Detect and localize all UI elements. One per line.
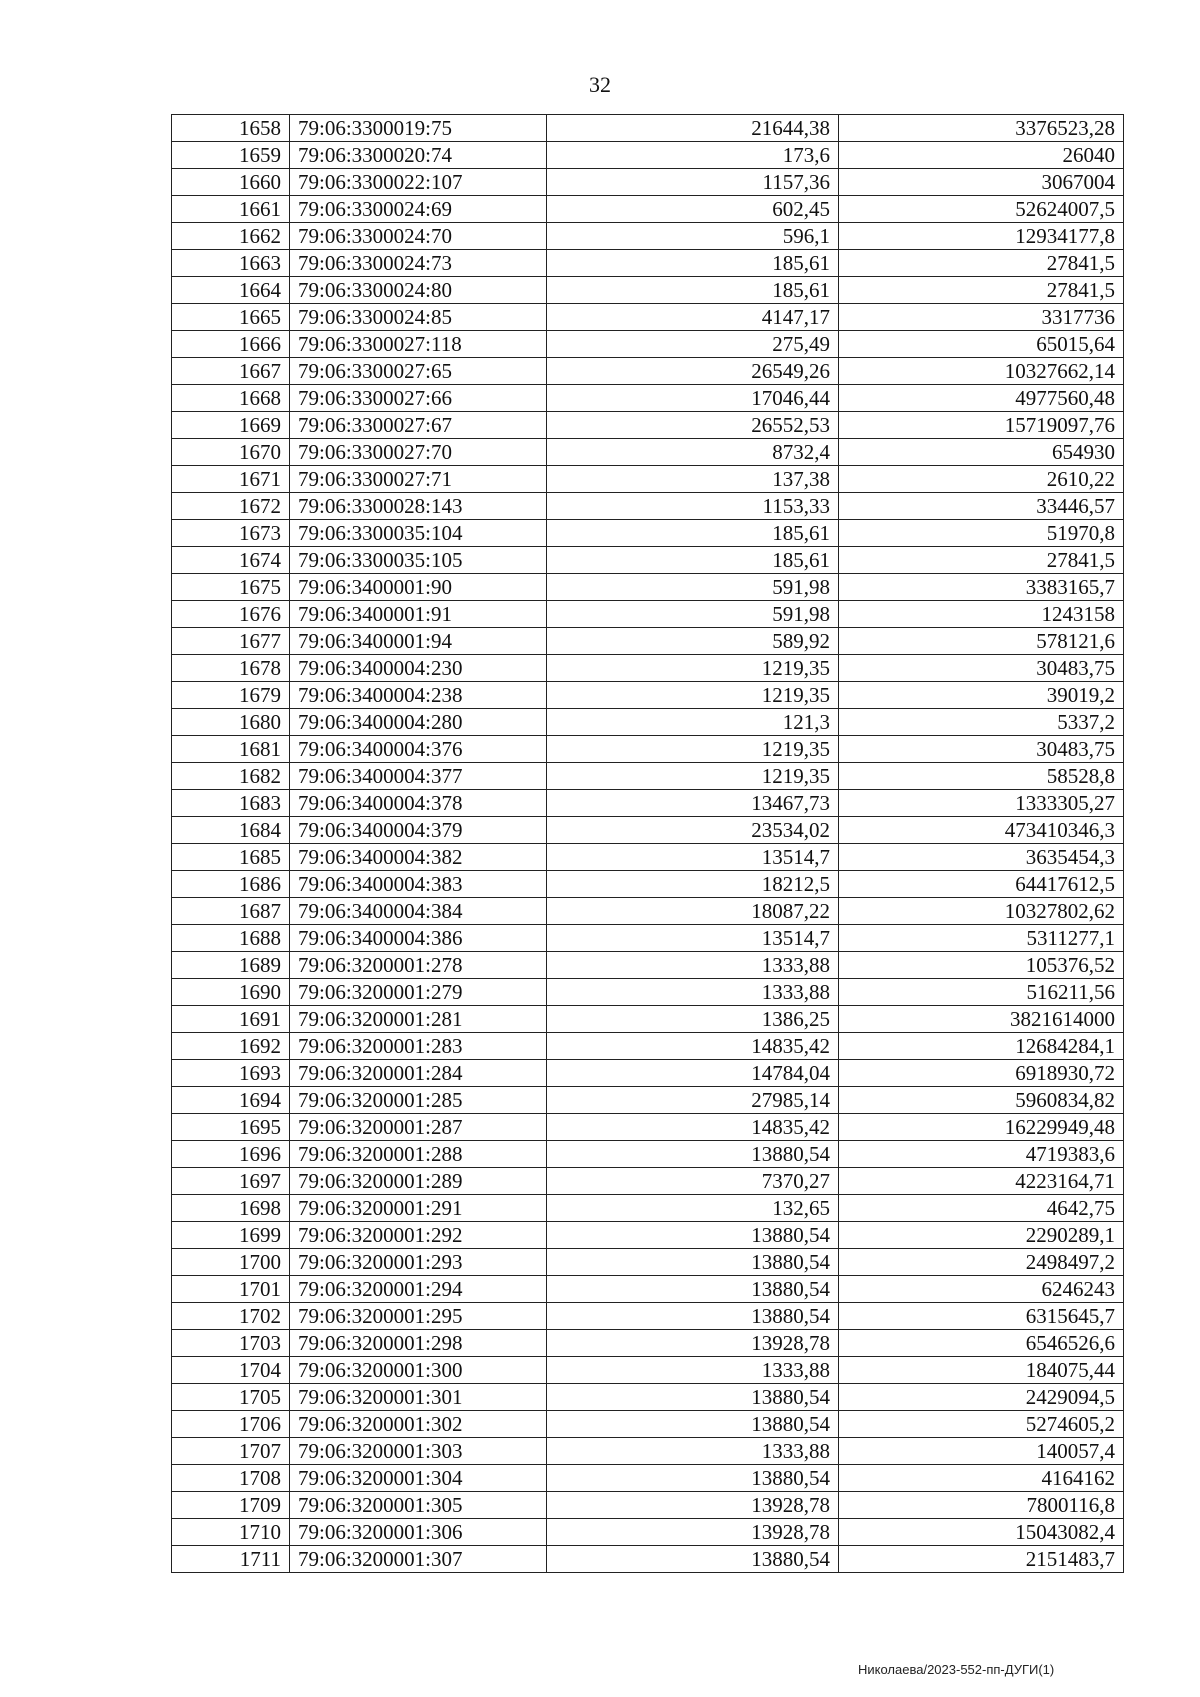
cadastral-number-cell: 79:06:3400001:91 xyxy=(290,601,547,628)
value-cell: 12934177,8 xyxy=(839,223,1124,250)
value-cell: 4223164,71 xyxy=(839,1168,1124,1195)
row-number-cell: 1704 xyxy=(172,1357,290,1384)
table-row xyxy=(172,1411,1124,1438)
row-number-cell: 1707 xyxy=(172,1438,290,1465)
table-row xyxy=(172,1438,1124,1465)
row-number-cell: 1694 xyxy=(172,1087,290,1114)
row-number-cell: 1709 xyxy=(172,1492,290,1519)
area-cell: 27985,14 xyxy=(547,1087,839,1114)
value-cell: 7800116,8 xyxy=(839,1492,1124,1519)
area-cell: 185,61 xyxy=(547,547,839,574)
table-row xyxy=(172,952,1124,979)
row-number-cell: 1670 xyxy=(172,439,290,466)
area-cell: 1333,88 xyxy=(547,979,839,1006)
value-cell: 30483,75 xyxy=(839,736,1124,763)
table-row xyxy=(172,817,1124,844)
row-number-cell: 1693 xyxy=(172,1060,290,1087)
value-cell: 12684284,1 xyxy=(839,1033,1124,1060)
table-row xyxy=(172,1060,1124,1087)
row-number-cell: 1680 xyxy=(172,709,290,736)
area-cell: 14784,04 xyxy=(547,1060,839,1087)
area-cell: 1219,35 xyxy=(547,763,839,790)
table-row xyxy=(172,601,1124,628)
value-cell: 15719097,76 xyxy=(839,412,1124,439)
row-number-cell: 1676 xyxy=(172,601,290,628)
cadastral-number-cell: 79:06:3200001:300 xyxy=(290,1357,547,1384)
area-cell: 13928,78 xyxy=(547,1330,839,1357)
cadastral-number-cell: 79:06:3200001:292 xyxy=(290,1222,547,1249)
table-row xyxy=(172,250,1124,277)
table-row xyxy=(172,1303,1124,1330)
value-cell: 39019,2 xyxy=(839,682,1124,709)
area-cell: 185,61 xyxy=(547,520,839,547)
row-number-cell: 1665 xyxy=(172,304,290,331)
row-number-cell: 1671 xyxy=(172,466,290,493)
row-number-cell: 1687 xyxy=(172,898,290,925)
area-cell: 13880,54 xyxy=(547,1411,839,1438)
row-number-cell: 1700 xyxy=(172,1249,290,1276)
row-number-cell: 1679 xyxy=(172,682,290,709)
table-row xyxy=(172,979,1124,1006)
cadastral-number-cell: 79:06:3400001:90 xyxy=(290,574,547,601)
area-cell: 13880,54 xyxy=(547,1384,839,1411)
value-cell: 5337,2 xyxy=(839,709,1124,736)
table-row xyxy=(172,466,1124,493)
cadastral-number-cell: 79:06:3200001:289 xyxy=(290,1168,547,1195)
cadastral-number-cell: 79:06:3300027:70 xyxy=(290,439,547,466)
row-number-cell: 1703 xyxy=(172,1330,290,1357)
area-cell: 26549,26 xyxy=(547,358,839,385)
row-number-cell: 1706 xyxy=(172,1411,290,1438)
value-cell: 4719383,6 xyxy=(839,1141,1124,1168)
row-number-cell: 1692 xyxy=(172,1033,290,1060)
area-cell: 132,65 xyxy=(547,1195,839,1222)
row-number-cell: 1697 xyxy=(172,1168,290,1195)
cadastral-number-cell: 79:06:3300024:69 xyxy=(290,196,547,223)
row-number-cell: 1686 xyxy=(172,871,290,898)
table-row xyxy=(172,871,1124,898)
value-cell: 3635454,3 xyxy=(839,844,1124,871)
row-number-cell: 1701 xyxy=(172,1276,290,1303)
value-cell: 51970,8 xyxy=(839,520,1124,547)
value-cell: 6918930,72 xyxy=(839,1060,1124,1087)
row-number-cell: 1661 xyxy=(172,196,290,223)
cadastral-number-cell: 79:06:3200001:298 xyxy=(290,1330,547,1357)
row-number-cell: 1660 xyxy=(172,169,290,196)
cadastral-number-cell: 79:06:3200001:278 xyxy=(290,952,547,979)
table-row xyxy=(172,1519,1124,1546)
table-row xyxy=(172,1141,1124,1168)
table-row xyxy=(172,1033,1124,1060)
table-row xyxy=(172,385,1124,412)
table-row xyxy=(172,196,1124,223)
area-cell: 13880,54 xyxy=(547,1465,839,1492)
value-cell: 5274605,2 xyxy=(839,1411,1124,1438)
cadastral-number-cell: 79:06:3200001:306 xyxy=(290,1519,547,1546)
cadastral-number-cell: 79:06:3400004:377 xyxy=(290,763,547,790)
table-row xyxy=(172,439,1124,466)
value-cell: 27841,5 xyxy=(839,277,1124,304)
cadastral-number-cell: 79:06:3400004:383 xyxy=(290,871,547,898)
table-row xyxy=(172,1114,1124,1141)
area-cell: 14835,42 xyxy=(547,1114,839,1141)
area-cell: 13928,78 xyxy=(547,1492,839,1519)
page-number: 32 xyxy=(589,72,611,97)
table-row xyxy=(172,682,1124,709)
table-row xyxy=(172,1546,1124,1573)
value-cell: 5311277,1 xyxy=(839,925,1124,952)
table-row xyxy=(172,547,1124,574)
row-number-cell: 1674 xyxy=(172,547,290,574)
row-number-cell: 1666 xyxy=(172,331,290,358)
table-row xyxy=(172,925,1124,952)
cadastral-number-cell: 79:06:3300024:70 xyxy=(290,223,547,250)
cadastral-number-cell: 79:06:3300022:107 xyxy=(290,169,547,196)
row-number-cell: 1696 xyxy=(172,1141,290,1168)
area-cell: 17046,44 xyxy=(547,385,839,412)
table-row xyxy=(172,1249,1124,1276)
registry-table xyxy=(171,114,1124,1573)
value-cell: 16229949,48 xyxy=(839,1114,1124,1141)
row-number-cell: 1677 xyxy=(172,628,290,655)
value-cell: 65015,64 xyxy=(839,331,1124,358)
value-cell: 578121,6 xyxy=(839,628,1124,655)
row-number-cell: 1681 xyxy=(172,736,290,763)
table-row xyxy=(172,1087,1124,1114)
table-row xyxy=(172,412,1124,439)
cadastral-number-cell: 79:06:3300027:65 xyxy=(290,358,547,385)
table-row xyxy=(172,574,1124,601)
row-number-cell: 1710 xyxy=(172,1519,290,1546)
cadastral-number-cell: 79:06:3400001:94 xyxy=(290,628,547,655)
table-row xyxy=(172,169,1124,196)
value-cell: 2498497,2 xyxy=(839,1249,1124,1276)
area-cell: 1333,88 xyxy=(547,952,839,979)
cadastral-number-cell: 79:06:3300024:80 xyxy=(290,277,547,304)
value-cell: 58528,8 xyxy=(839,763,1124,790)
area-cell: 1386,25 xyxy=(547,1006,839,1033)
cadastral-number-cell: 79:06:3300027:67 xyxy=(290,412,547,439)
row-number-cell: 1668 xyxy=(172,385,290,412)
table-row xyxy=(172,1384,1124,1411)
table-row xyxy=(172,1168,1124,1195)
value-cell: 64417612,5 xyxy=(839,871,1124,898)
table-row xyxy=(172,898,1124,925)
table-row xyxy=(172,790,1124,817)
value-cell: 52624007,5 xyxy=(839,196,1124,223)
area-cell: 1219,35 xyxy=(547,655,839,682)
value-cell: 3317736 xyxy=(839,304,1124,331)
value-cell: 6246243 xyxy=(839,1276,1124,1303)
area-cell: 13880,54 xyxy=(547,1222,839,1249)
area-cell: 13928,78 xyxy=(547,1519,839,1546)
row-number-cell: 1698 xyxy=(172,1195,290,1222)
table-row xyxy=(172,1276,1124,1303)
row-number-cell: 1708 xyxy=(172,1465,290,1492)
cadastral-number-cell: 79:06:3200001:293 xyxy=(290,1249,547,1276)
value-cell: 5960834,82 xyxy=(839,1087,1124,1114)
table-row xyxy=(172,358,1124,385)
value-cell: 184075,44 xyxy=(839,1357,1124,1384)
table-row xyxy=(172,304,1124,331)
row-number-cell: 1695 xyxy=(172,1114,290,1141)
row-number-cell: 1702 xyxy=(172,1303,290,1330)
cadastral-number-cell: 79:06:3300027:118 xyxy=(290,331,547,358)
value-cell: 4977560,48 xyxy=(839,385,1124,412)
table-row xyxy=(172,1357,1124,1384)
value-cell: 1243158 xyxy=(839,601,1124,628)
value-cell: 473410346,3 xyxy=(839,817,1124,844)
table-row xyxy=(172,277,1124,304)
value-cell: 1333305,27 xyxy=(839,790,1124,817)
table-row xyxy=(172,142,1124,169)
row-number-cell: 1672 xyxy=(172,493,290,520)
row-number-cell: 1685 xyxy=(172,844,290,871)
row-number-cell: 1667 xyxy=(172,358,290,385)
table-row xyxy=(172,628,1124,655)
cadastral-number-cell: 79:06:3400004:230 xyxy=(290,655,547,682)
area-cell: 4147,17 xyxy=(547,304,839,331)
area-cell: 1333,88 xyxy=(547,1438,839,1465)
cadastral-number-cell: 79:06:3200001:291 xyxy=(290,1195,547,1222)
area-cell: 591,98 xyxy=(547,601,839,628)
table-row xyxy=(172,520,1124,547)
cadastral-number-cell: 79:06:3300035:105 xyxy=(290,547,547,574)
area-cell: 23534,02 xyxy=(547,817,839,844)
area-cell: 18087,22 xyxy=(547,898,839,925)
value-cell: 2429094,5 xyxy=(839,1384,1124,1411)
area-cell: 589,92 xyxy=(547,628,839,655)
value-cell: 3376523,28 xyxy=(839,115,1124,142)
area-cell: 591,98 xyxy=(547,574,839,601)
area-cell: 173,6 xyxy=(547,142,839,169)
cadastral-number-cell: 79:06:3200001:302 xyxy=(290,1411,547,1438)
row-number-cell: 1664 xyxy=(172,277,290,304)
table-row xyxy=(172,223,1124,250)
table-row xyxy=(172,493,1124,520)
value-cell: 26040 xyxy=(839,142,1124,169)
cadastral-number-cell: 79:06:3300024:73 xyxy=(290,250,547,277)
row-number-cell: 1682 xyxy=(172,763,290,790)
value-cell: 3821614000 xyxy=(839,1006,1124,1033)
area-cell: 18212,5 xyxy=(547,871,839,898)
cadastral-number-cell: 79:06:3400004:384 xyxy=(290,898,547,925)
area-cell: 121,3 xyxy=(547,709,839,736)
area-cell: 13880,54 xyxy=(547,1546,839,1573)
value-cell: 30483,75 xyxy=(839,655,1124,682)
row-number-cell: 1688 xyxy=(172,925,290,952)
area-cell: 13514,7 xyxy=(547,925,839,952)
table-row xyxy=(172,1222,1124,1249)
value-cell: 6315645,7 xyxy=(839,1303,1124,1330)
table-row xyxy=(172,331,1124,358)
cadastral-number-cell: 79:06:3300024:85 xyxy=(290,304,547,331)
value-cell: 27841,5 xyxy=(839,547,1124,574)
area-cell: 13514,7 xyxy=(547,844,839,871)
value-cell: 4642,75 xyxy=(839,1195,1124,1222)
area-cell: 185,61 xyxy=(547,250,839,277)
cadastral-number-cell: 79:06:3200001:283 xyxy=(290,1033,547,1060)
area-cell: 137,38 xyxy=(547,466,839,493)
row-number-cell: 1699 xyxy=(172,1222,290,1249)
row-number-cell: 1691 xyxy=(172,1006,290,1033)
area-cell: 185,61 xyxy=(547,277,839,304)
area-cell: 13880,54 xyxy=(547,1249,839,1276)
cadastral-number-cell: 79:06:3300019:75 xyxy=(290,115,547,142)
cadastral-number-cell: 79:06:3400004:280 xyxy=(290,709,547,736)
cadastral-number-cell: 79:06:3400004:379 xyxy=(290,817,547,844)
row-number-cell: 1675 xyxy=(172,574,290,601)
value-cell: 105376,52 xyxy=(839,952,1124,979)
value-cell: 27841,5 xyxy=(839,250,1124,277)
row-number-cell: 1658 xyxy=(172,115,290,142)
cadastral-number-cell: 79:06:3200001:284 xyxy=(290,1060,547,1087)
cadastral-number-cell: 79:06:3300027:66 xyxy=(290,385,547,412)
value-cell: 15043082,4 xyxy=(839,1519,1124,1546)
value-cell: 2610,22 xyxy=(839,466,1124,493)
area-cell: 602,45 xyxy=(547,196,839,223)
area-cell: 275,49 xyxy=(547,331,839,358)
row-number-cell: 1659 xyxy=(172,142,290,169)
cadastral-number-cell: 79:06:3200001:303 xyxy=(290,1438,547,1465)
area-cell: 13880,54 xyxy=(547,1303,839,1330)
cadastral-number-cell: 79:06:3400004:378 xyxy=(290,790,547,817)
area-cell: 13880,54 xyxy=(547,1276,839,1303)
row-number-cell: 1663 xyxy=(172,250,290,277)
registry-table-body xyxy=(172,115,1124,1573)
row-number-cell: 1678 xyxy=(172,655,290,682)
cadastral-number-cell: 79:06:3200001:304 xyxy=(290,1465,547,1492)
row-number-cell: 1690 xyxy=(172,979,290,1006)
cadastral-number-cell: 79:06:3400004:386 xyxy=(290,925,547,952)
cadastral-number-cell: 79:06:3400004:382 xyxy=(290,844,547,871)
row-number-cell: 1662 xyxy=(172,223,290,250)
cadastral-number-cell: 79:06:3200001:281 xyxy=(290,1006,547,1033)
cadastral-number-cell: 79:06:3200001:301 xyxy=(290,1384,547,1411)
value-cell: 3383165,7 xyxy=(839,574,1124,601)
cadastral-number-cell: 79:06:3300035:104 xyxy=(290,520,547,547)
value-cell: 4164162 xyxy=(839,1465,1124,1492)
cadastral-number-cell: 79:06:3300027:71 xyxy=(290,466,547,493)
table-row xyxy=(172,655,1124,682)
area-cell: 1333,88 xyxy=(547,1357,839,1384)
area-cell: 1219,35 xyxy=(547,682,839,709)
cadastral-number-cell: 79:06:3200001:279 xyxy=(290,979,547,1006)
cadastral-number-cell: 79:06:3300028:143 xyxy=(290,493,547,520)
area-cell: 26552,53 xyxy=(547,412,839,439)
row-number-cell: 1669 xyxy=(172,412,290,439)
cadastral-number-cell: 79:06:3200001:305 xyxy=(290,1492,547,1519)
table-row xyxy=(172,1330,1124,1357)
row-number-cell: 1684 xyxy=(172,817,290,844)
value-cell: 3067004 xyxy=(839,169,1124,196)
row-number-cell: 1711 xyxy=(172,1546,290,1573)
table-row xyxy=(172,736,1124,763)
table-row xyxy=(172,709,1124,736)
value-cell: 2290289,1 xyxy=(839,1222,1124,1249)
table-row xyxy=(172,1465,1124,1492)
row-number-cell: 1683 xyxy=(172,790,290,817)
cadastral-number-cell: 79:06:3200001:307 xyxy=(290,1546,547,1573)
cadastral-number-cell: 79:06:3200001:295 xyxy=(290,1303,547,1330)
cadastral-number-cell: 79:06:3400004:238 xyxy=(290,682,547,709)
area-cell: 8732,4 xyxy=(547,439,839,466)
table-row xyxy=(172,1006,1124,1033)
row-number-cell: 1705 xyxy=(172,1384,290,1411)
area-cell: 1219,35 xyxy=(547,736,839,763)
area-cell: 596,1 xyxy=(547,223,839,250)
area-cell: 1157,36 xyxy=(547,169,839,196)
row-number-cell: 1673 xyxy=(172,520,290,547)
value-cell: 10327662,14 xyxy=(839,358,1124,385)
cadastral-number-cell: 79:06:3200001:285 xyxy=(290,1087,547,1114)
table-row xyxy=(172,763,1124,790)
area-cell: 21644,38 xyxy=(547,115,839,142)
cadastral-number-cell: 79:06:3200001:294 xyxy=(290,1276,547,1303)
cadastral-number-cell: 79:06:3200001:288 xyxy=(290,1141,547,1168)
value-cell: 6546526,6 xyxy=(839,1330,1124,1357)
value-cell: 654930 xyxy=(839,439,1124,466)
area-cell: 7370,27 xyxy=(547,1168,839,1195)
table-row xyxy=(172,1195,1124,1222)
footer-reference: Николаева/2023-552-пп-ДУГИ(1) xyxy=(858,1662,1055,1677)
table-row xyxy=(172,1492,1124,1519)
value-cell: 516211,56 xyxy=(839,979,1124,1006)
area-cell: 14835,42 xyxy=(547,1033,839,1060)
area-cell: 1153,33 xyxy=(547,493,839,520)
table-row xyxy=(172,115,1124,142)
area-cell: 13467,73 xyxy=(547,790,839,817)
value-cell: 10327802,62 xyxy=(839,898,1124,925)
value-cell: 33446,57 xyxy=(839,493,1124,520)
value-cell: 140057,4 xyxy=(839,1438,1124,1465)
row-number-cell: 1689 xyxy=(172,952,290,979)
cadastral-number-cell: 79:06:3400004:376 xyxy=(290,736,547,763)
table-row xyxy=(172,844,1124,871)
cadastral-number-cell: 79:06:3300020:74 xyxy=(290,142,547,169)
area-cell: 13880,54 xyxy=(547,1141,839,1168)
value-cell: 2151483,7 xyxy=(839,1546,1124,1573)
cadastral-number-cell: 79:06:3200001:287 xyxy=(290,1114,547,1141)
